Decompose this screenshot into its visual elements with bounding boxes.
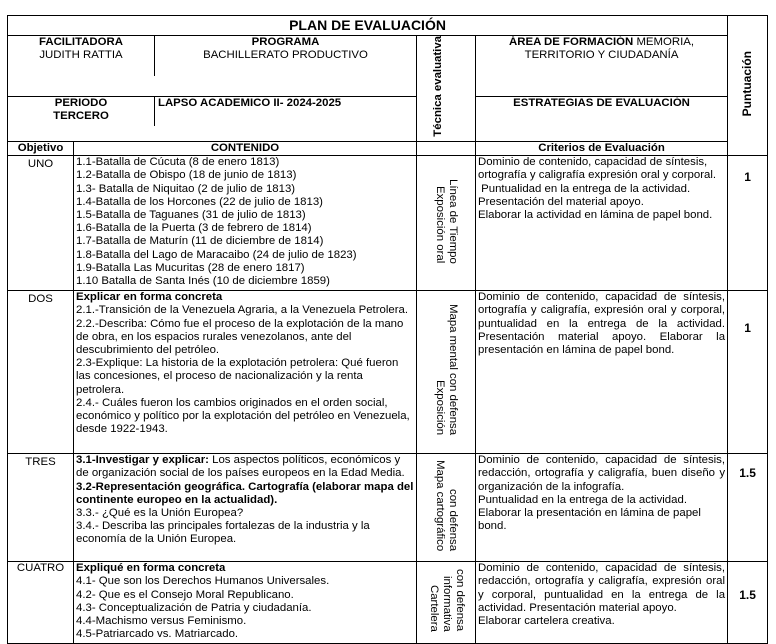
section-heading: 3.1-Investigar y explicar:	[76, 454, 209, 467]
criterio-line: Elaborar cartelera creativa.	[478, 614, 615, 627]
list-item: 1.1-Batalla de Cúcuta (8 de enero 1813)	[76, 156, 280, 169]
list-item: 2.4.- Cuáles fueron los cambios originados en el orden social, económico y político por la explotación del petróleo en Venezuela, desde 1922-1943.	[76, 396, 410, 436]
periodo-block	[8, 97, 155, 126]
header-row-1	[8, 36, 768, 97]
table-row	[8, 291, 768, 454]
list-item: 1.9-Batalla Las Mucuritas (28 de enero 1817)	[76, 261, 305, 274]
list-item: 2.1.-Transición de la Venezuela Agraria, a la Venezuela Petrolera.	[76, 304, 409, 317]
criterios-cell	[476, 156, 728, 291]
facilitadora-block	[8, 36, 155, 76]
programa-value: BACHILLERATO PRODUCTIVO	[203, 49, 368, 62]
criterio-line: Elaborar la actividad en lámina de papel bond.	[478, 208, 713, 221]
section-heading: Expliqué en forma concreta	[76, 562, 226, 575]
tecnica-header: Técnica evaluativa	[417, 36, 476, 142]
criterios-header: Criterios de Evaluación	[476, 141, 728, 155]
objetivo-cell: CUATRO	[8, 562, 74, 644]
contenido-cell	[74, 454, 417, 562]
puntuacion-cell: 1.5	[728, 562, 768, 644]
contenido-cell	[74, 562, 417, 644]
section-text: Los aspectos políticos, económicos y de organización social de los países europeos en la Edad Media.	[76, 454, 405, 480]
list-item: 1.8-Batalla del Lago de Maracaibo (24 de julio de 1823)	[76, 248, 357, 261]
list-item: 1.2-Batalla de Obispo (18 de junio de 1813)	[76, 169, 297, 182]
puntuacion-cell: 1	[728, 291, 768, 454]
objetivo-cell: DOS	[8, 291, 74, 454]
list-item: 1.7-Batalla de Maturín (11 de diciembre de 1814)	[76, 235, 324, 248]
list-item: 1.6-Batalla de la Puerta (3 de febrero de 1814)	[76, 222, 312, 235]
criterio-line: Puntualidad en la entrega de la actividad.	[478, 493, 687, 506]
list-item: 4.2- Que es el Consejo Moral Republicano.	[76, 588, 294, 601]
title-row	[8, 16, 768, 36]
list-item: 4.3- Conceptualización de Patria y ciudadanía.	[76, 601, 312, 614]
criterio-text: Dominio de contenido, capacidad de síntesis, redacción, ortografía y caligrafía, buen diseño y organización de la infografía.	[478, 454, 726, 493]
area-formacion-cell	[476, 36, 728, 97]
criterio-line: Presentación del material apoyo.	[478, 195, 644, 208]
table-row	[8, 562, 768, 644]
criterios-cell	[476, 454, 728, 562]
programa-block	[155, 36, 416, 76]
contenido-cell	[74, 156, 417, 291]
list-item: 4.1- Que son los Derechos Humanos Universales.	[76, 575, 330, 588]
table-row	[8, 454, 768, 562]
lapso-academico: LAPSO ACADEMICO II- 2024-2025	[158, 97, 342, 110]
table-row	[8, 156, 768, 291]
estrategias-header: ESTRATEGIAS DE EVALUACIÓN	[476, 97, 728, 142]
facilitadora-name: JUDITH RATTIA	[39, 49, 123, 62]
section-heading: 3.2-Representación geográfica. Cartografía (elaborar mapa del continente europeo en la actualidad).	[76, 480, 414, 506]
facilitadora-label: FACILITADORA	[39, 36, 123, 48]
tecnica-cell: Cartelera informativa con defensa	[417, 562, 476, 644]
section-heading: Explicar en forma concreta	[76, 291, 223, 304]
periodo-lapso-cell	[8, 97, 417, 142]
objetivo-header: Objetivo	[8, 141, 74, 155]
list-item: 3.4.- Describa las principales fortalezas de la industria y la economía de la Unión Europea.	[76, 520, 370, 546]
contenido-header: CONTENIDO	[74, 141, 417, 155]
puntuacion-header: Puntuación	[728, 16, 768, 156]
document-title: PLAN DE EVALUACIÓN	[8, 16, 728, 36]
facilitadora-programa-cell	[8, 36, 417, 97]
periodo-label: PERIODO	[54, 97, 108, 110]
area-label: ÁREA DE FORMACIÓN	[509, 36, 634, 48]
criterios-cell	[476, 562, 728, 644]
objetivo-cell: TRES	[8, 454, 74, 562]
list-item: 1.4-Batalla de los Horcones (22 de julio de 1813)	[76, 195, 323, 208]
tecnica-cell: Exposición oral Línea de Tiempo	[417, 156, 476, 291]
tecnica-cell: Exposición Mapa mental con defensa	[417, 291, 476, 454]
tecnica-header-continuation	[417, 141, 476, 155]
periodo-value: TERCERO	[53, 110, 109, 123]
tecnica-cell: Mapa cartográfico con defensa	[417, 454, 476, 562]
objetivo-cell: UNO	[8, 156, 74, 291]
contenido-cell	[74, 291, 417, 454]
criterio-line: Elaborar la presentación en lámina de papel bond.	[478, 506, 701, 533]
header-row-2	[8, 97, 768, 142]
area-value: MEMORIA, TERRITORIO Y CIUDADANÍA	[524, 36, 695, 62]
list-item: 4.4-Machismo versus Feminismo.	[76, 614, 247, 627]
column-header-row	[8, 141, 768, 155]
criterio-line: Dominio de contenido, capacidad de síntesis,	[478, 156, 708, 169]
criterio-line: ortografía y caligrafía expresión oral y corporal.	[478, 169, 717, 182]
list-item: 2.2.-Describa: Cómo fue el proceso de la explotación de la mano de obra, en los espacios rurales venezolanos, ante del descubrimiento del petróleo.	[76, 317, 404, 356]
programa-label: PROGRAMA	[251, 36, 320, 48]
evaluation-plan-table	[7, 15, 768, 644]
criterios-cell: Dominio de contenido, capacidad de síntesis, ortografía y caligrafía, expresión oral y corporal, puntualidad en la entrega de la actividad. Presentación material apoyo. Elaborar la presentación en lámina de papel bond.	[476, 291, 728, 454]
list-item: 3.3.- ¿Qué es la Unión Europea?	[76, 506, 244, 519]
criterio-line: Puntualidad en la entrega de la actividad.	[478, 182, 691, 195]
list-item: 1.5-Batalla de Taguanes (31 de julio de 1813)	[76, 208, 306, 221]
list-item: 1.10 Batalla de Santa Inés (10 de diciembre 1859)	[76, 274, 330, 287]
list-item: 1.3- Batalla de Niquitao (2 de julio de 1813)	[76, 182, 296, 195]
criterio-text: Dominio de contenido, capacidad de síntesis, redacción, ortografía y caligrafía, expresión oral y corporal, puntualidad en la entrega de la actividad. Presentación material apoyo.	[478, 562, 726, 614]
list-item: 2.3-Explique: La historia de la explotación petrolera: Qué fueron las concesiones, el proceso de nacionalización y la renta petrolera.	[76, 357, 399, 396]
list-item: 4.5-Patriarcado vs. Matriarcado.	[76, 628, 239, 641]
puntuacion-cell: 1.5	[728, 454, 768, 562]
puntuacion-cell: 1	[728, 156, 768, 291]
